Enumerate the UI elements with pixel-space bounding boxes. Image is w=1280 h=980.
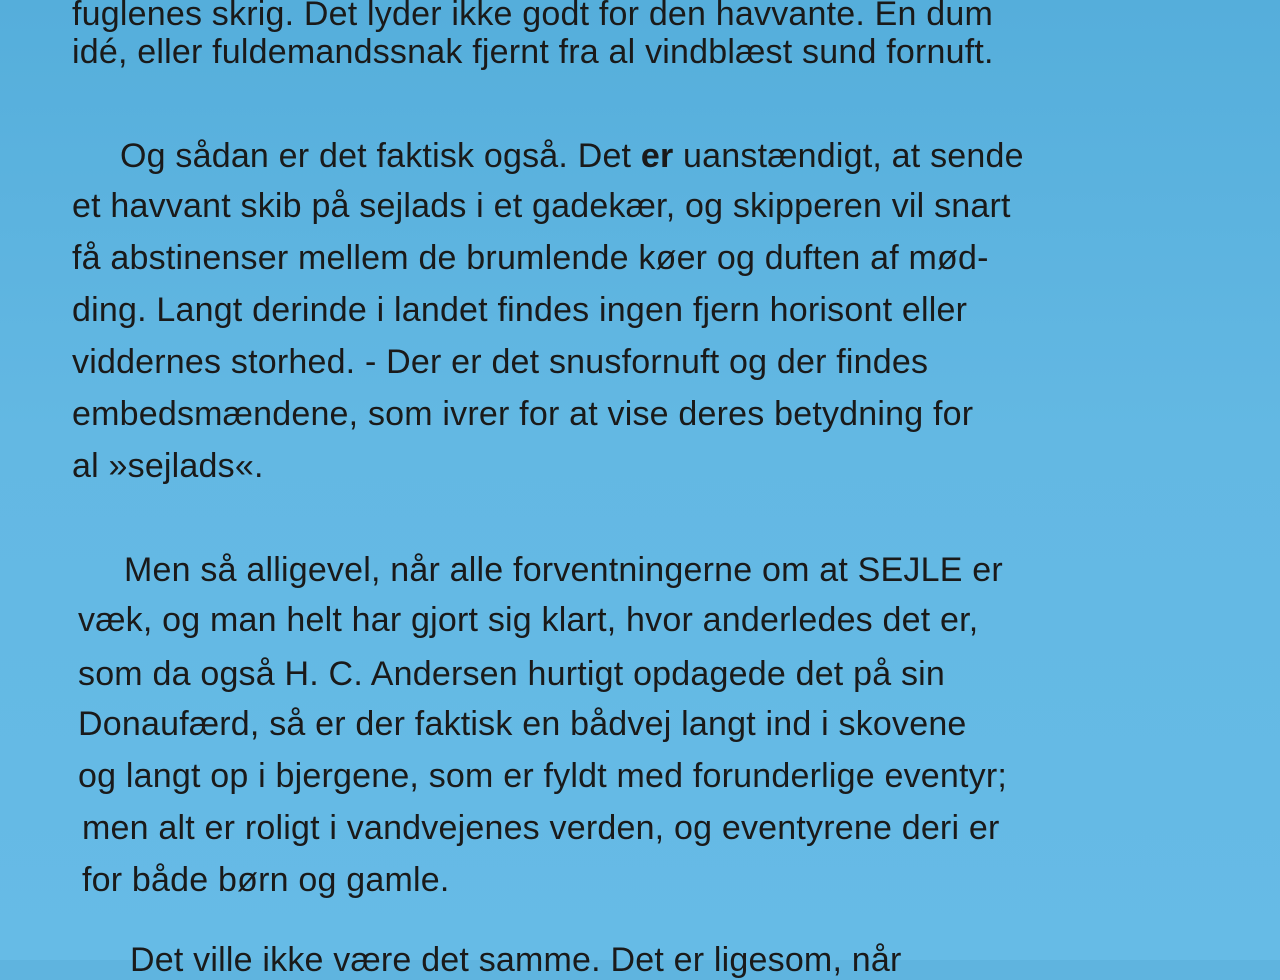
text-line: et havvant skib på sejlads i et gadekær, og skipperen vil snart — [72, 187, 1011, 225]
text-line: for både børn og gamle. — [82, 861, 450, 899]
text-fragment: uanstændigt, at sende — [673, 137, 1024, 175]
text-line: embedsmændene, som ivrer for at vise deres betydning for — [72, 395, 974, 433]
text-line: ding. Langt derinde i landet findes ingen fjern horisont eller — [72, 291, 968, 329]
text-line: få abstinenser mellem de brumlende køer og duften af mød- — [72, 239, 989, 277]
text-line: væk, og man helt har gjort sig klart, hvor anderledes det er, — [78, 601, 979, 639]
text-line: fuglenes skrig. Det lyder ikke godt for den havvante. En dum — [72, 0, 994, 33]
text-line: al »sejlads«. — [72, 447, 264, 485]
text-line: Donaufærd, så er der faktisk en bådvej langt ind i skovene — [78, 705, 967, 743]
text-line: idé, eller fuldemandssnak fjernt fra al vindblæst sund fornuft. — [72, 33, 994, 71]
paragraph-first-line — [120, 136, 1024, 176]
text-fragment: Og sådan er det faktisk også. Det — [120, 137, 641, 175]
text-line-cut-off: Det ville ikke være det samme. Det er ligesom, når — [130, 941, 902, 979]
text-line: og langt op i bjergene, som er fyldt med forunderlige eventyr; — [78, 757, 1008, 795]
emphasized-word: er — [640, 137, 674, 175]
text-line: som da også H. C. Andersen hurtigt opdagede det på sin — [78, 655, 946, 693]
text-line: men alt er roligt i vandvejenes verden, og eventyrene deri er — [82, 809, 1000, 847]
text-line: Men så alligevel, når alle forventningerne om at SEJLE er — [124, 551, 1003, 589]
text-line: viddernes storhed. - Der er det snusfornuft og der findes — [72, 343, 929, 381]
